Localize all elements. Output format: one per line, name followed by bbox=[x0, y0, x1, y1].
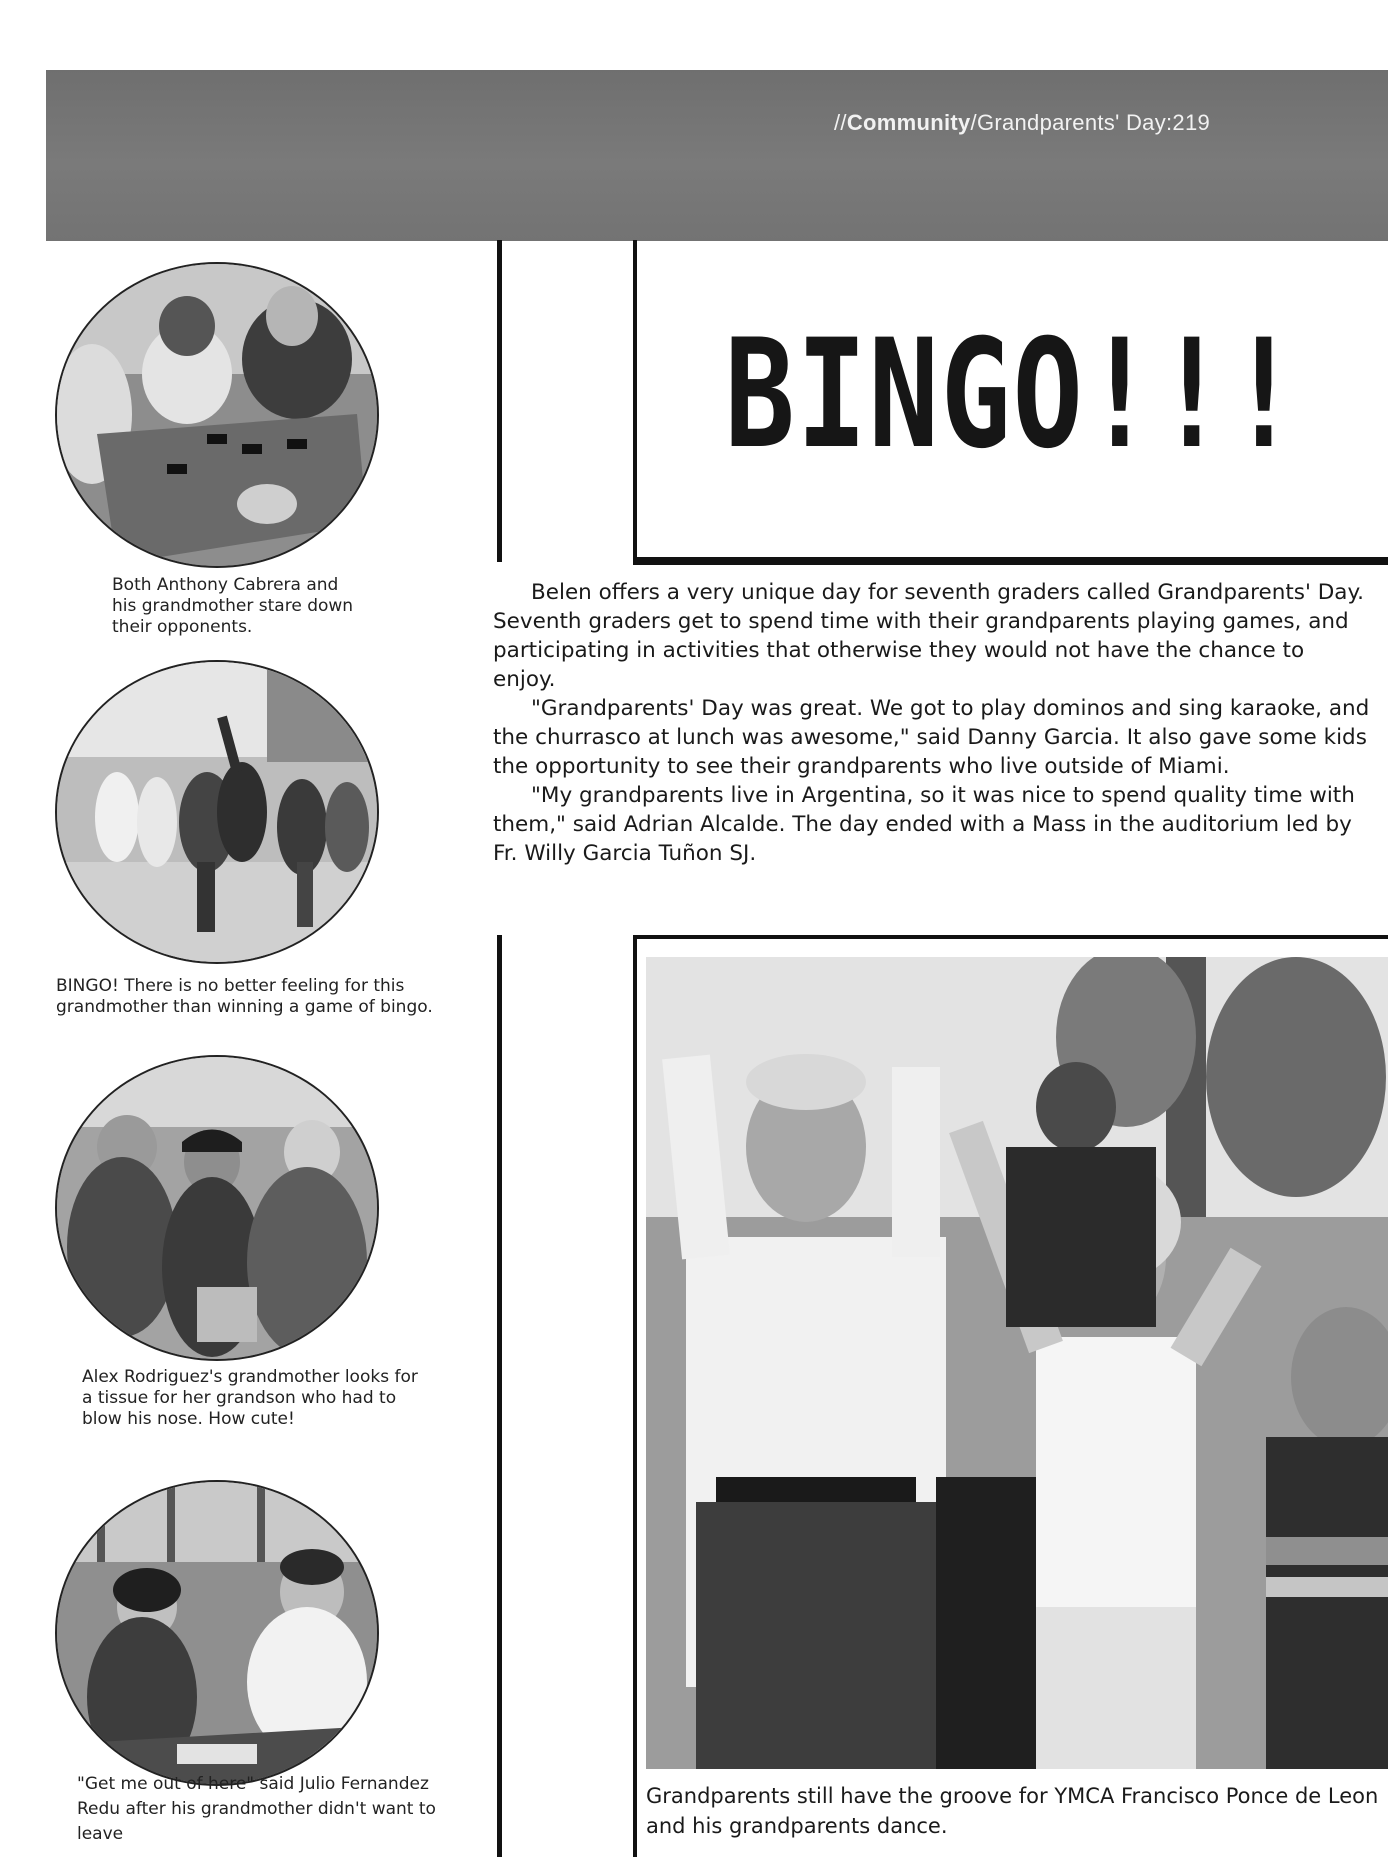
photo-tissue bbox=[57, 1057, 377, 1359]
header-page-title: /Grandparents' Day:219 bbox=[970, 110, 1211, 135]
photo-bingo-circle bbox=[55, 660, 379, 964]
caption-photo-2: BINGO! There is no better feeling for this grandmother than winning a game of bingo. bbox=[56, 976, 433, 1017]
header-prefix: // bbox=[834, 110, 847, 135]
page-title: BINGO!!! bbox=[724, 308, 1301, 482]
header-band bbox=[46, 70, 1388, 241]
article-paragraph-1: Belen offers a very unique day for seventh graders called Grandparents' Day. Seventh graders get to spend time with their grandparents playing games, and participating in activities that otherwise they would not have the chance to enjoy. bbox=[493, 580, 1364, 692]
article-body bbox=[493, 578, 1373, 868]
caption-photo-4: "Get me out of here" said Julio Fernandez Redu after his grandmother didn't want to leave bbox=[77, 1774, 436, 1844]
photo-tissue-circle bbox=[55, 1055, 379, 1361]
photo-bingo-winner bbox=[57, 662, 377, 962]
divider-bottom bbox=[497, 935, 502, 1857]
caption-photo-1: Both Anthony Cabrera and his grandmother stare down their opponents. bbox=[112, 575, 354, 637]
caption-photo-3: Alex Rodriguez's grandmother looks for a tissue for her grandson who had to blow his nose. How cute! bbox=[82, 1367, 418, 1429]
title-box bbox=[633, 240, 1388, 565]
main-photo-ymca bbox=[646, 957, 1388, 1769]
article-paragraph-2: "Grandparents' Day was great. We got to play dominos and sing karaoke, and the churrasco at lunch was awesome," said Danny Garcia. It also gave some kids the opportunity to see their grandparents who live outside of Miami. bbox=[493, 696, 1370, 779]
photo-ymca-dance bbox=[646, 957, 1388, 1769]
caption-main-photo: Grandparents still have the groove for YMCA Francisco Ponce de Leon and his grandparents dance. bbox=[646, 1784, 1379, 1838]
photo-leave bbox=[57, 1482, 377, 1784]
header-section: Community bbox=[846, 110, 971, 135]
photo-dominos bbox=[57, 264, 377, 566]
article-paragraph-3: "My grandparents live in Argentina, so it was nice to spend quality time with them," said Adrian Alcalde. The day ended with a Mass in the auditorium led by Fr. Willy Garcia Tuñon SJ. bbox=[493, 783, 1355, 866]
divider-top bbox=[497, 240, 502, 562]
photo-leave-circle bbox=[55, 1480, 379, 1786]
page-header bbox=[834, 110, 1210, 136]
photo-dominos-circle bbox=[55, 262, 379, 568]
